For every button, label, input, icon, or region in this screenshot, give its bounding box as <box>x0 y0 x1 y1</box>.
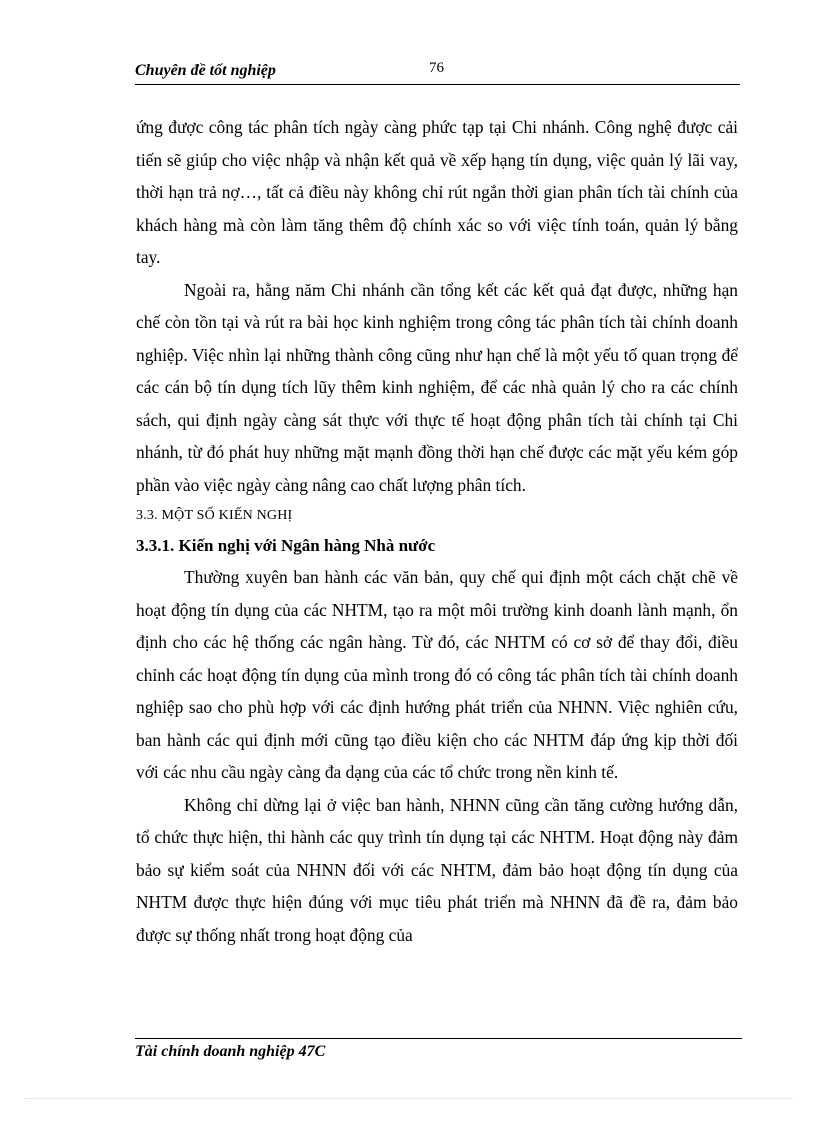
subsection-heading: 3.3.1. Kiến nghị với Ngân hàng Nhà nước <box>136 536 436 555</box>
paragraph-annual-review: Ngoài ra, hằng năm Chi nhánh cần tổng kết các kết quả đạt được, những hạn chế còn tồn tại và rút ra bài học kinh nghiệm trong công tác phân tích tài chính doanh nghiệp. Việc nhìn lại những thành công cũng như hạn chế là một yếu tố quan trọng để các cán bộ tín dụng tích lũy thêm kinh nghiệm, để các nhà quản lý cho ra các chính sách, qui định ngày càng sát thực với thực tế hoạt động phân tích tài chính tại Chi nhánh, từ đó phát huy những mặt mạnh đồng thời hạn chế được các mặt yếu kém góp phần vào việc ngày càng nâng cao chất lượng phân tích. <box>136 279 738 495</box>
paragraph-guidance: Không chỉ dừng lại ở việc ban hành, NHNN cũng cần tăng cường hướng dẫn, tổ chức thực hiện, thi hành các quy trình tín dụng tại các NHTM. Hoạt động này đảm bảo sự kiểm soát của NHNN đối với các NHTM, đảm bảo hoạt động tín dụng của NHTM được thực hiện đúng với mục tiêu phát triển mà NHNN đã đề ra, đảm bảo được sự thống nhất trong hoạt động của <box>136 794 738 945</box>
page-edge-divider <box>24 1098 794 1099</box>
page-footer <box>135 1038 742 1060</box>
document-body <box>136 111 738 951</box>
header-title: Chuyên đề tốt nghiệp <box>135 62 276 79</box>
footer-text: Tài chính doanh nghiệp 47C <box>135 1043 326 1060</box>
section-heading: 3.3. MỘT SỐ KIẾN NGHỊ <box>136 508 293 523</box>
page-number: 76 <box>429 60 444 76</box>
paragraph-continuation: ứng được công tác phân tích ngày càng phức tạp tại Chi nhánh. Công nghệ được cải tiến sẽ giúp cho việc nhập và nhận kết quả về xếp hạng tín dụng, việc quản lý lãi vay, thời hạn trả nợ…, tất cả điều này không chỉ rút ngắn thời gian phân tích tài chính của khách hàng mà còn làm tăng thêm độ chính xác so với việc tính toán, quản lý bằng tay. <box>136 117 738 267</box>
page-header <box>135 58 740 85</box>
paragraph-regulations: Thường xuyên ban hành các văn bản, quy chế qui định một cách chặt chẽ về hoạt động tín dụng của các NHTM, tạo ra một môi trường kinh doanh lành mạnh, ổn định cho các hệ thống các ngân hàng. Từ đó, các NHTM có cơ sở để thay đổi, điều chỉnh các hoạt động tín dụng của mình trong đó có công tác phân tích tài chính doanh nghiệp sao cho phù hợp với các định hướng phát triển của NHNN. Việc nghiên cứu, ban hành các qui định mới cũng tạo điều kiện cho các NHTM đáp ứng kịp thời đối với các nhu cầu ngày càng đa dạng của các tổ chức trong nền kinh tế. <box>136 567 738 782</box>
